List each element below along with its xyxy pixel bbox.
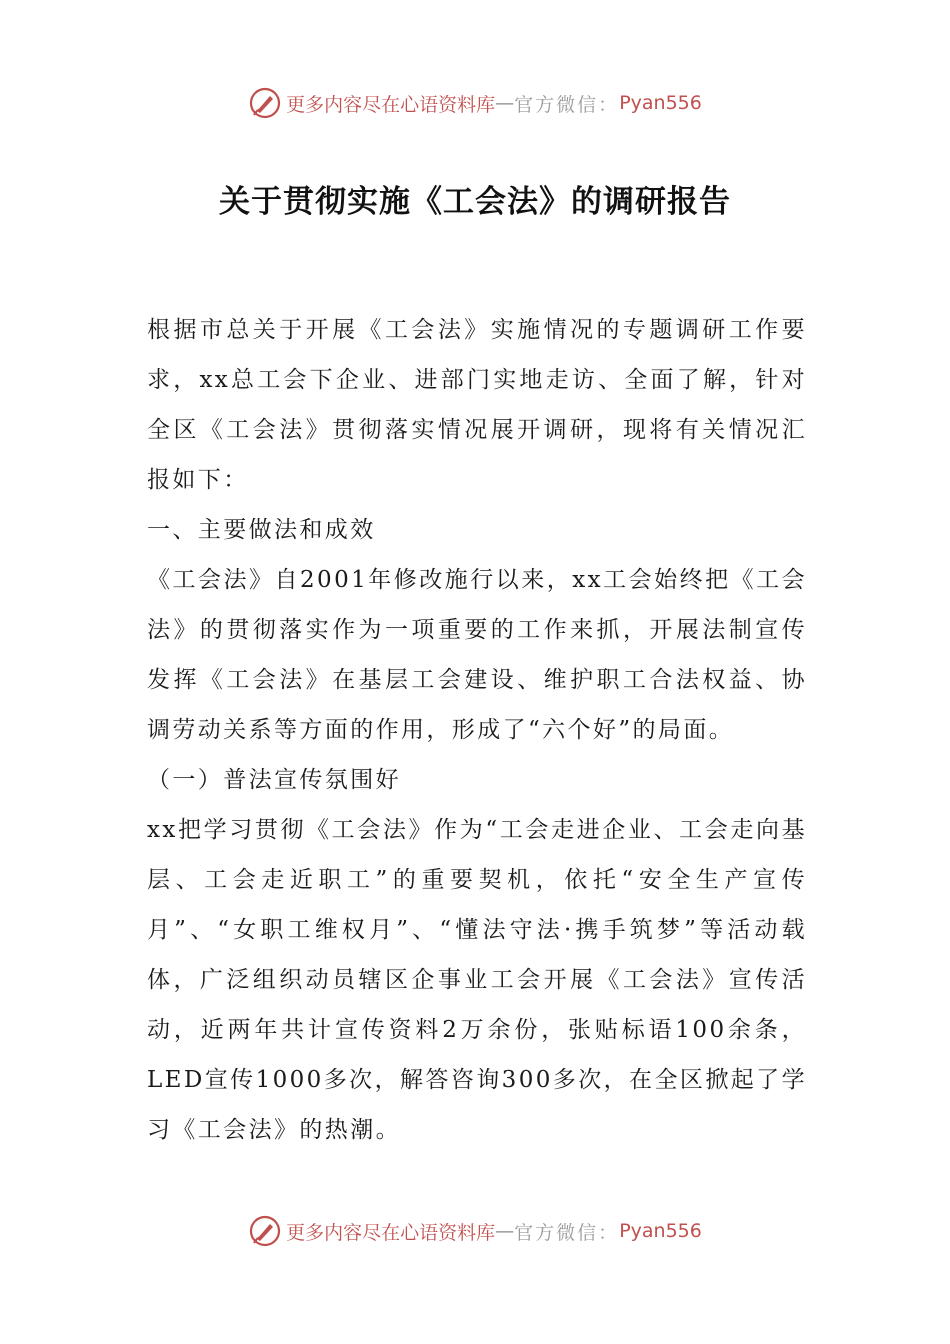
watermark-separator: — [495,92,515,114]
subsection-heading-1: （一）普法宣传氛围好 [147,767,401,793]
watermark-wechat-label: 官方微信： [514,93,620,116]
watermark-separator: — [495,1220,515,1242]
document-body [147,305,807,1155]
watermark-wechat-id: Pyan556 [619,92,702,114]
watermark-wechat-id: Pyan556 [619,1220,702,1242]
pen-circle-icon [248,86,282,120]
watermark-header [0,83,950,123]
paragraph-publicity: xx把学习贯彻《工会法》作为“工会走进企业、工会走向基层、工会走近职工”的重要契机，依托“安全生产宣传月”、“女职工维权月”、“懂法守法·携手筑梦”等活动载体，广泛组织动员辖区企事业工会开展《工会法》宣传活动，近两年共计宣传资料2万余份，张贴标语100余条，LED宣传1000多次，解答咨询300多次，在全区掀起了学习《工会法》的热潮。 [147,817,807,1143]
document-title: 关于贯彻实施《工会法》的调研报告 [219,184,731,220]
pen-circle-icon [248,1214,282,1248]
watermark-footer [0,1211,950,1251]
paragraph-overview: 《工会法》自2001年修改施行以来，xx工会始终把《工会法》的贯彻落实作为一项重要的工作来抓，开展法制宣传发挥《工会法》在基层工会建设、维护职工合法权益、协调劳动关系等方面的作用，形成了“六个好”的局面。 [147,567,807,743]
section-heading-1: 一、主要做法和成效 [147,517,376,543]
watermark-brand: 更多内容尽在心语资料库 [286,1221,496,1244]
watermark-wechat-label: 官方微信： [514,1221,620,1244]
watermark-brand: 更多内容尽在心语资料库 [286,93,496,116]
paragraph-intro: 根据市总关于开展《工会法》实施情况的专题调研工作要求，xx总工会下企业、进部门实地走访、全面了解，针对全区《工会法》贯彻落实情况展开调研，现将有关情况汇报如下： [147,317,807,493]
